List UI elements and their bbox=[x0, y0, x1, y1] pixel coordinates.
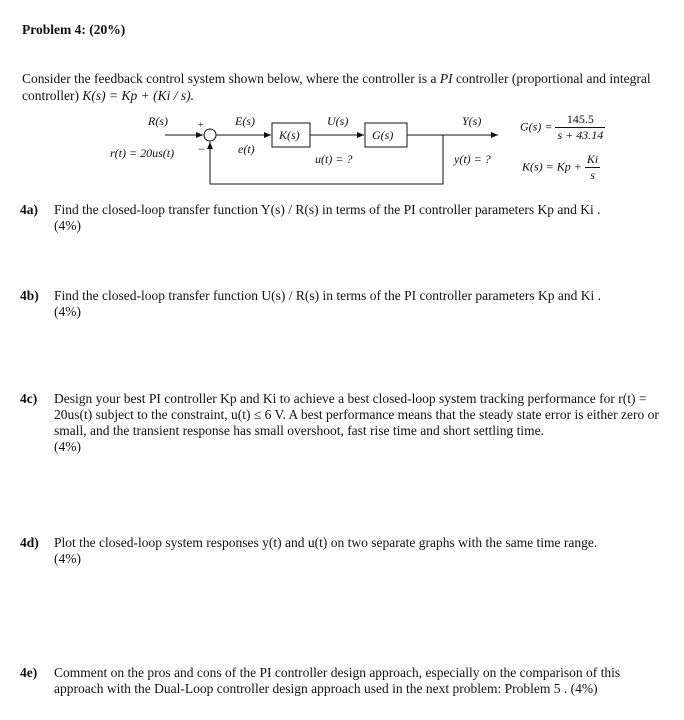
plant-transfer-function: G(s) = $\frac{145.5}{s + 43.14}$ bbox=[520, 112, 604, 142]
question-percent: (4%) bbox=[570, 681, 598, 696]
question-4c: 4c) Design your best PI controller Kp and Ki to achieve a best closed-loop system tracking performance for r(t) = 20us(t) subject to the constraint, u(t) ≤ 6 V. A best performance means that the steady state error is either zero or small, and the transient response has small overshoot, fast rise time and short settling time. (4%) bbox=[20, 391, 665, 455]
question-percent: (4%) bbox=[54, 551, 81, 566]
question-text: Find the closed-loop transfer function Y(s) / R(s) in terms of the PI controller parameters Kp and Ki . bbox=[54, 202, 601, 217]
question-text: Find the closed-loop transfer function U(s) / R(s) in terms of the PI controller parameters Kp and Ki . bbox=[54, 288, 601, 303]
R-label: R(s) bbox=[148, 114, 168, 128]
minus-sign: − bbox=[198, 142, 205, 156]
K-denominator: s bbox=[590, 168, 595, 182]
controller-transfer-function: K(s) = Kp + $\frac{Ki}{s}$ bbox=[522, 152, 599, 182]
u-label: u(t) = ? bbox=[315, 152, 353, 166]
question-4d: 4d) Plot the closed-loop system responses y(t) and u(t) on two separate graphs with the same time range. (4%) bbox=[20, 535, 665, 567]
Y-label: Y(s) bbox=[462, 114, 482, 128]
intro-formula: K(s) = Kp + (Ki / s). bbox=[82, 88, 194, 103]
e-label: e(t) bbox=[238, 142, 255, 156]
question-text: Comment on the pros and cons of the PI controller design approach, especially on the comparison of this approach with the Dual-Loop controller design approach used in the next problem: Problem 5 . bbox=[54, 665, 621, 696]
K-numerator: Ki bbox=[586, 152, 599, 166]
problem-title: Problem 4: (20%) bbox=[22, 22, 126, 37]
question-percent: (4%) bbox=[54, 218, 81, 233]
G-numerator: 145.5 bbox=[555, 112, 605, 128]
question-4b: 4b) Find the closed-loop transfer function U(s) / R(s) in terms of the PI controller parameters Kp and Ki . (4%) bbox=[20, 288, 665, 320]
plant-block: G(s) bbox=[372, 128, 394, 142]
block-diagram bbox=[110, 112, 650, 192]
intro-prefix: Consider the feedback control system shown below, where the controller is a bbox=[22, 71, 440, 86]
question-text: Design your best PI controller Kp and Ki to achieve a best closed-loop system tracking performance for r(t) = 20us(t) subject to the constraint, u(t) ≤ 6 V. A best performance means that the steady state error is either zero or small, and the transient response has small overshoot, fast rise time and short settling time. bbox=[54, 391, 659, 438]
plus-sign: + bbox=[198, 120, 204, 131]
intro-middle: controller (proportional and integral controller) bbox=[22, 71, 651, 103]
question-percent: (4%) bbox=[54, 304, 81, 319]
y-label: y(t) = ? bbox=[454, 152, 491, 166]
E-label: E(s) bbox=[235, 114, 255, 128]
question-percent: (4%) bbox=[54, 439, 81, 454]
problem-intro bbox=[22, 70, 662, 104]
intro-pi: PI bbox=[439, 71, 453, 86]
G-denominator: s + 43.14 bbox=[557, 128, 604, 142]
question-4e: 4e) Comment on the pros and cons of the PI controller design approach, especially on the comparison of this approach with the Dual-Loop controller design approach used in the next problem: Problem 5 . (4%) bbox=[20, 665, 621, 696]
U-label: U(s) bbox=[327, 114, 349, 128]
summing-junction bbox=[204, 129, 216, 141]
r-label: r(t) = 20us(t) bbox=[110, 146, 175, 160]
controller-block: K(s) bbox=[279, 128, 300, 142]
question-4a: 4a) Find the closed-loop transfer function Y(s) / R(s) in terms of the PI controller parameters Kp and Ki . (4%) bbox=[20, 202, 665, 234]
question-text: Plot the closed-loop system responses y(t) and u(t) on two separate graphs with the same time range. bbox=[54, 535, 598, 550]
